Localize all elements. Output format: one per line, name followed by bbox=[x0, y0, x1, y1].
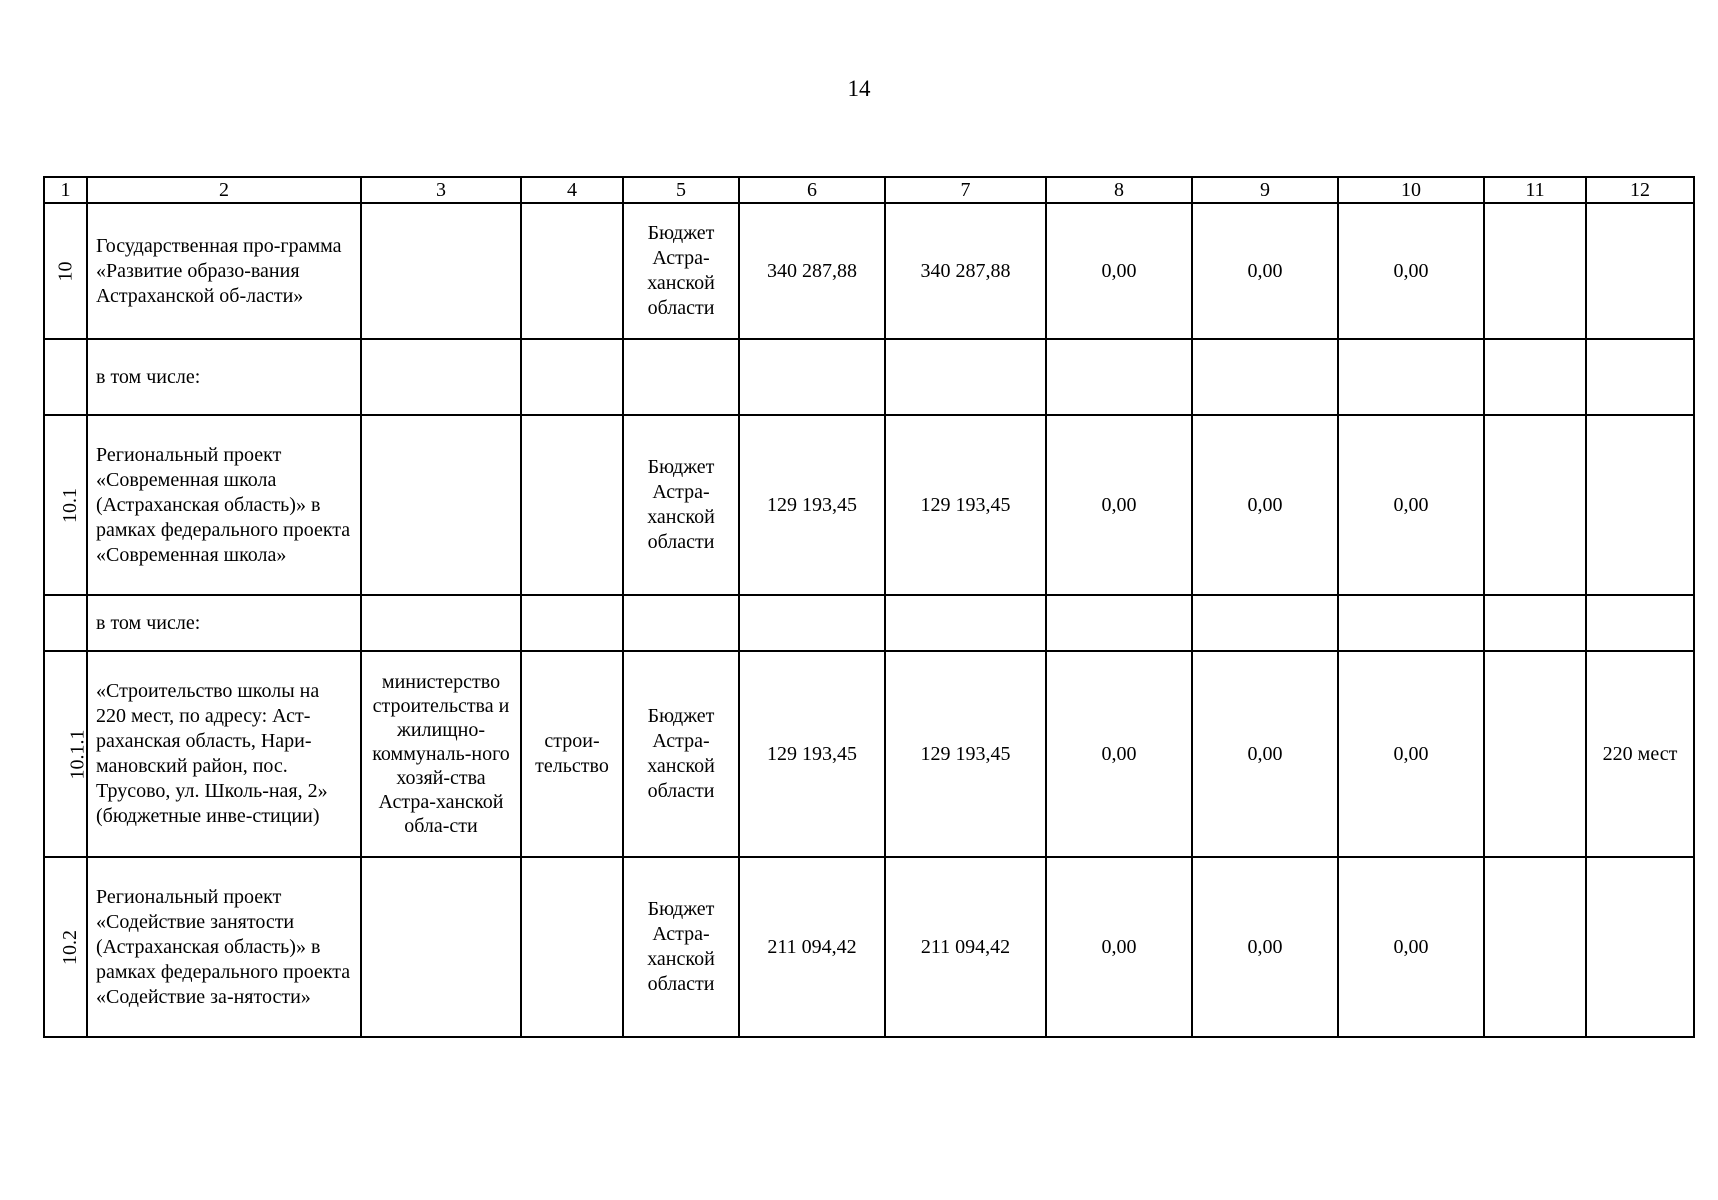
row-value-12: 220 мест bbox=[1586, 651, 1694, 857]
row-executor bbox=[361, 857, 521, 1037]
row-value-12 bbox=[1586, 857, 1694, 1037]
row-value-9: 0,00 bbox=[1192, 415, 1338, 595]
row-number: 10 bbox=[44, 203, 87, 339]
column-header: 12 bbox=[1586, 177, 1694, 203]
row-type bbox=[521, 203, 623, 339]
row-value-10: 0,00 bbox=[1338, 415, 1484, 595]
row-executor bbox=[361, 203, 521, 339]
table-row bbox=[44, 415, 1694, 595]
row-type bbox=[521, 415, 623, 595]
row-value-10: 0,00 bbox=[1338, 857, 1484, 1037]
column-header: 11 bbox=[1484, 177, 1586, 203]
row-value-11 bbox=[1484, 203, 1586, 339]
row-number: 10.2 bbox=[44, 857, 87, 1037]
row-value-9: 0,00 bbox=[1192, 203, 1338, 339]
row-value-7: 340 287,88 bbox=[885, 203, 1046, 339]
column-header: 3 bbox=[361, 177, 521, 203]
row-value-6: 129 193,45 bbox=[739, 651, 885, 857]
row-number bbox=[44, 595, 87, 651]
row-value-8: 0,00 bbox=[1046, 203, 1192, 339]
table-row bbox=[44, 651, 1694, 857]
row-value-12 bbox=[1586, 415, 1694, 595]
column-header: 5 bbox=[623, 177, 739, 203]
column-header: 8 bbox=[1046, 177, 1192, 203]
column-header: 7 bbox=[885, 177, 1046, 203]
row-number bbox=[44, 339, 87, 415]
row-executor bbox=[361, 415, 521, 595]
row-number: 10.1.1 bbox=[44, 651, 87, 857]
row-value-9: 0,00 bbox=[1192, 651, 1338, 857]
row-value-10: 0,00 bbox=[1338, 651, 1484, 857]
row-value-6: 129 193,45 bbox=[739, 415, 885, 595]
row-value-8: 0,00 bbox=[1046, 651, 1192, 857]
row-value-7: 129 193,45 bbox=[885, 651, 1046, 857]
row-name: Региональный проект «Содействие занятости (Астраханская область)» в рамках федерального проекта «Содействие за-нятости» bbox=[87, 857, 361, 1037]
row-value-11 bbox=[1484, 415, 1586, 595]
table-row bbox=[44, 339, 1694, 415]
row-value-6: 340 287,88 bbox=[739, 203, 885, 339]
column-header: 2 bbox=[87, 177, 361, 203]
row-value-10: 0,00 bbox=[1338, 203, 1484, 339]
row-source: Бюджет Астра-ханской области bbox=[623, 203, 739, 339]
table-row bbox=[44, 203, 1694, 339]
table-row bbox=[44, 857, 1694, 1037]
row-source: Бюджет Астра-ханской области bbox=[623, 651, 739, 857]
table-row bbox=[44, 595, 1694, 651]
row-value-12 bbox=[1586, 203, 1694, 339]
row-source: Бюджет Астра-ханской области bbox=[623, 857, 739, 1037]
row-type: строи-тельство bbox=[521, 651, 623, 857]
column-header: 1 bbox=[44, 177, 87, 203]
row-value-11 bbox=[1484, 857, 1586, 1037]
row-type bbox=[521, 857, 623, 1037]
column-header: 10 bbox=[1338, 177, 1484, 203]
row-name: в том числе: bbox=[87, 339, 361, 415]
column-header: 9 bbox=[1192, 177, 1338, 203]
row-value-6: 211 094,42 bbox=[739, 857, 885, 1037]
budget-table bbox=[43, 176, 1695, 1038]
column-number-row bbox=[44, 177, 1694, 203]
column-header: 6 bbox=[739, 177, 885, 203]
row-name: «Строительство школы на 220 мест, по адресу: Аст-раханская область, Нари-мановский район, пос. Трусово, ул. Школь-ная, 2» (бюджетные инве-стиции) bbox=[87, 651, 361, 857]
row-value-7: 211 094,42 bbox=[885, 857, 1046, 1037]
column-header: 4 bbox=[521, 177, 623, 203]
page-number: 14 bbox=[847, 76, 871, 101]
row-name: Государственная про-грамма «Развитие образо-вания Астраханской об-ласти» bbox=[87, 203, 361, 339]
row-number: 10.1 bbox=[44, 415, 87, 595]
row-value-9: 0,00 bbox=[1192, 857, 1338, 1037]
row-name: в том числе: bbox=[87, 595, 361, 651]
row-value-8: 0,00 bbox=[1046, 415, 1192, 595]
row-name: Региональный проект «Современная школа (Астраханская область)» в рамках федерального проекта «Современная школа» bbox=[87, 415, 361, 595]
row-value-11 bbox=[1484, 651, 1586, 857]
row-source: Бюджет Астра-ханской области bbox=[623, 415, 739, 595]
row-executor: министерство строительства и жилищно-коммуналь-ного хозяй-ства Астра-ханской обла-сти bbox=[361, 651, 521, 857]
row-value-7: 129 193,45 bbox=[885, 415, 1046, 595]
row-value-8: 0,00 bbox=[1046, 857, 1192, 1037]
